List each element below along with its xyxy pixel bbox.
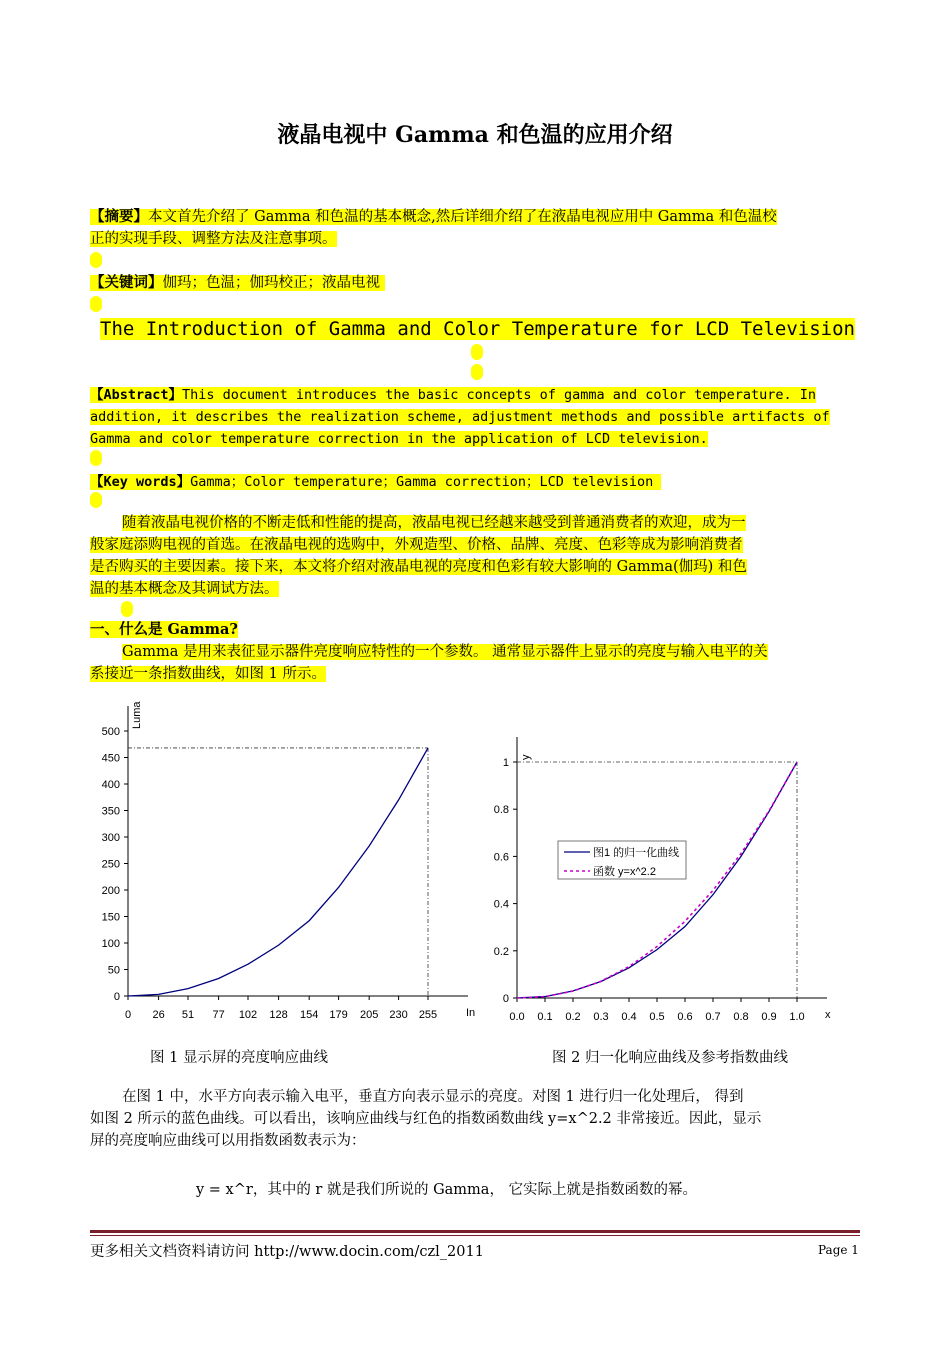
keywords-en-label: 【Key words】: [90, 474, 191, 490]
y-axis-label: y: [520, 754, 532, 760]
intro-line3: 是否购买的主要因素。接下来，本文将介绍对液晶电视的亮度和色彩有较大影响的 Gamma(伽玛) 和色: [90, 559, 747, 575]
abstract-en-label: 【Abstract】: [90, 387, 183, 403]
x-tick-label: 0.8: [733, 1011, 749, 1023]
intro-paragraph: [90, 512, 860, 600]
y-tick-label: 500: [101, 726, 120, 738]
highlight-mark: [90, 450, 102, 466]
y-tick-label: 0.6: [493, 851, 509, 864]
page-title: 液晶电视中 Gamma 和色温的应用介绍: [277, 122, 673, 148]
x-tick-label: 154: [299, 1009, 319, 1021]
y-tick-label: 0.4: [493, 898, 509, 911]
abstract-en-line2: addition, it describes the realization scheme, adjustment methods and possible artifacts of: [90, 409, 830, 425]
para2-line3: 屏的亮度响应曲线可以用指数函数表示为：: [90, 1133, 366, 1149]
para2-line2: 如图 2 所示的蓝色曲线。可以看出，该响应曲线与红色的指数函数曲线 y=x^2.2 非常接近。因此，显示: [90, 1111, 762, 1127]
intro-line1: 随着液晶电视价格的不断走低和性能的提高，液晶电视已经越来越受到普通消费者的欢迎，成为一: [122, 515, 746, 531]
x-tick-label: 255: [418, 1009, 438, 1021]
y-axis-label: Luma: [131, 701, 143, 729]
keywords-en: [90, 471, 860, 493]
x-tick-label: 0: [124, 1009, 132, 1021]
abstract-en-line3: Gamma and color temperature correction in the application of LCD television.: [90, 431, 708, 447]
page-number: Page 1: [818, 1243, 859, 1257]
footer-link-text: 更多相关文档资料请访问 http://www.docin.com/czl_2011: [90, 1244, 484, 1260]
abstract-cn: [90, 206, 860, 250]
footer-rule: [90, 1230, 860, 1233]
x-tick-label: 205: [359, 1009, 379, 1021]
series-line-2: [517, 762, 797, 998]
y-tick-label: 400: [101, 779, 120, 791]
paragraph-2: [90, 1086, 860, 1152]
y-tick-label: 0: [113, 991, 120, 1003]
x-axis-label: x: [825, 1009, 831, 1021]
legend: [558, 841, 686, 879]
x-tick-label: 102: [238, 1009, 258, 1021]
y-tick-label: 200: [101, 885, 120, 897]
series-line-1: [128, 748, 428, 996]
x-tick-label: 0.6: [677, 1011, 693, 1023]
x-tick-label: 0.1: [537, 1011, 553, 1023]
y-tick-label: 100: [101, 938, 120, 950]
x-tick-label: 0.3: [593, 1011, 609, 1023]
footer-rule-thin: [90, 1235, 860, 1236]
x-tick-label: 0.4: [621, 1011, 637, 1023]
x-tick-label: 179: [329, 1009, 348, 1021]
abstract-cn-line1: 本文首先介绍了 Gamma 和色温的基本概念,然后详细介绍了在液晶电视应用中 Gamma 和色温校: [148, 209, 777, 225]
para2-line1: 在图 1 中，水平方向表示输入电平，垂直方向表示显示的亮度。对图 1 进行归一化处理后， 得到: [122, 1089, 744, 1105]
legend-label-2: 函数 y=x^2.2: [593, 866, 656, 878]
y-tick-label: 250: [101, 858, 120, 871]
x-axis-label: In: [466, 1007, 476, 1019]
section1-line2: 系接近一条指数曲线，如图 1 所示。: [90, 666, 326, 682]
abstract-en: [90, 384, 860, 450]
intro-line2: 般家庭添购电视的首选。在液晶电视的选购中，外观造型、价格、品牌、亮度、色彩等成为影响消费者: [90, 537, 743, 553]
highlight-mark: [471, 344, 483, 360]
highlight-mark: [121, 601, 133, 617]
x-tick-label: 1.0: [789, 1011, 805, 1023]
formula: y = x^r，其中的 r 就是我们所说的 Gamma， 它实际上就是指数函数的幂。: [196, 1182, 698, 1198]
section1-heading: 一、什么是 Gamma?: [90, 621, 238, 638]
x-tick-label: 0.0: [509, 1011, 525, 1023]
y-tick-label: 0.8: [493, 804, 509, 817]
highlight-mark: [90, 492, 102, 508]
x-tick-label: 0.9: [761, 1011, 777, 1023]
x-tick-label: 26: [152, 1009, 165, 1021]
highlight-mark: [90, 252, 102, 268]
x-tick-label: 77: [212, 1009, 225, 1021]
x-tick-label: 128: [269, 1009, 288, 1021]
abstract-cn-label: 【摘要】: [90, 208, 148, 225]
y-tick-label: 450: [101, 752, 120, 765]
y-tick-label: 300: [101, 832, 120, 844]
keywords-en-text: Gamma；Color temperature；Gamma correction；LCD television: [190, 474, 654, 490]
y-tick-label: 0.2: [493, 945, 509, 958]
y-tick-label: 0: [502, 993, 509, 1005]
section1-line1: Gamma 是用来表征显示器件亮度响应特性的一个参数。 通常显示器件上显示的亮度与输入电平的关: [122, 644, 768, 660]
figure1-caption: 图 1 显示屏的亮度响应曲线: [150, 1050, 328, 1066]
x-tick-label: 51: [181, 1009, 195, 1021]
highlight-mark: [471, 364, 483, 380]
highlight-mark: [90, 296, 102, 312]
english-title: The Introduction of Gamma and Color Temperature for LCD Television: [100, 318, 855, 340]
y-tick-label: 50: [107, 964, 120, 977]
section1: [90, 619, 860, 685]
series-line-1: [517, 762, 797, 998]
figure2-chart: [470, 710, 850, 1030]
x-tick-label: 0.7: [705, 1011, 721, 1023]
abstract-en-line1: This document introduces the basic concepts of gamma and color temperature. In: [182, 387, 816, 403]
keywords-cn-text: 伽玛；色温；伽玛校正；液晶电视: [162, 275, 380, 291]
keywords-cn: [90, 272, 860, 294]
x-tick-label: 0.2: [565, 1011, 581, 1023]
y-tick-label: 1: [502, 757, 509, 769]
legend-label-1: 图1 的归一化曲线: [593, 847, 680, 859]
figure2-caption: 图 2 归一化响应曲线及参考指数曲线: [552, 1050, 788, 1066]
y-tick-label: 150: [101, 911, 120, 924]
keywords-cn-label: 【关键词】: [90, 274, 163, 291]
x-tick-label: 0.5: [649, 1011, 665, 1023]
x-tick-label: 230: [389, 1009, 408, 1021]
figure1-chart: [90, 700, 480, 1030]
abstract-cn-line2: 正的实现手段、调整方法及注意事项。: [90, 231, 337, 247]
intro-line4: 温的基本概念及其调试方法。: [90, 581, 279, 597]
y-tick-label: 350: [101, 805, 120, 818]
